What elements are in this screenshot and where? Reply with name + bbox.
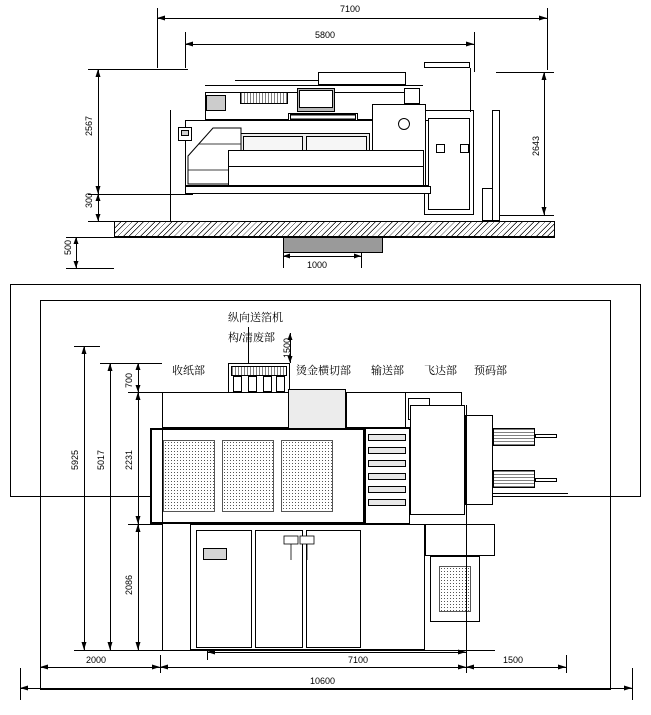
elevation-foil-rolls: [240, 92, 288, 104]
dim-arrows-7100-plan: [158, 663, 468, 672]
dim-text-10600: 10600: [310, 676, 336, 686]
dim-text-1000: 1000: [307, 260, 328, 270]
dim-arrows-5925: [80, 344, 89, 652]
dim-text-5800: 5800: [315, 30, 336, 40]
dim-text-2000: 2000: [86, 655, 107, 665]
dim-text-5925: 5925: [70, 449, 80, 470]
foundation-pit-block: [283, 237, 383, 253]
plan-precode-rollers-lower: [493, 470, 535, 488]
elevation-lower-skirt: [228, 150, 424, 186]
dim-ext-5017-top: [100, 363, 130, 364]
elevation-left-control-screen: [181, 130, 189, 136]
dim-arrows-2086: [134, 522, 143, 652]
elevation-right-top-bar: [424, 62, 470, 68]
elevation-operator-panel: [206, 95, 226, 111]
plan-main-body-mesh-1: [163, 440, 215, 512]
elevation-left-ref-line: [170, 110, 171, 221]
foundation-slab: [114, 221, 555, 237]
elevation-right-handle-2: [460, 144, 469, 153]
elevation-transfer-wheel: [398, 118, 410, 130]
plan-guide-right: [466, 405, 467, 650]
plan-foil-feeder-shaft-3: [263, 376, 272, 392]
dim-arrows-7100: [155, 14, 549, 23]
elevation-right-column: [492, 110, 500, 221]
dim-text-7100-top: 7100: [340, 4, 361, 14]
dim-text-7100-plan: 7100: [348, 655, 369, 665]
leader-line-feeder: [248, 327, 249, 363]
plan-upper-housing-center: [288, 389, 346, 429]
plan-guide-bottom: [150, 650, 495, 651]
plan-transfer-bar-4: [368, 473, 406, 480]
label-precode-unit: 预码部: [474, 365, 507, 377]
elevation-top-rail-1: [205, 85, 423, 86]
elevation-roller-row-stripes: [290, 114, 356, 120]
ground-line-right: [383, 237, 555, 238]
plan-lower-right-strip: [425, 524, 495, 556]
elevation-display-bezel: [299, 90, 333, 108]
plan-right-extension-line: [493, 493, 568, 494]
elevation-right-post: [470, 68, 471, 112]
plan-main-body-mesh-2: [222, 440, 274, 512]
label-flyer-unit: 飞达部: [424, 365, 457, 377]
dim-arrows-2567: [94, 67, 103, 196]
label-waste-unit: 构/清废部: [228, 332, 276, 344]
plan-transfer-bar-1: [368, 434, 406, 441]
dim-text-1500-right: 1500: [503, 655, 524, 665]
dim-text-2643: 2643: [531, 135, 541, 156]
plan-foil-feeder-shaft-2: [248, 376, 257, 392]
dim-text-2086: 2086: [124, 574, 134, 595]
plan-main-body-mesh-3: [281, 440, 333, 512]
label-delivery-unit: 收纸部: [172, 365, 205, 377]
dim-ext-2567-top: [88, 69, 188, 70]
plan-transfer-bar-3: [368, 460, 406, 467]
plan-foil-feeder-rolls: [231, 366, 287, 376]
dim-arrows-2231: [134, 390, 143, 526]
dim-arrows-300: [94, 192, 103, 223]
plan-foil-feeder-shaft-1: [233, 376, 242, 392]
dim-text-700: 700: [124, 372, 134, 388]
plan-precode-arm-2: [535, 478, 557, 482]
plan-foil-feeder-shaft-4: [276, 376, 285, 392]
elevation-transfer-small-box: [404, 88, 420, 104]
dim-ext-5017-bottom: [100, 650, 130, 651]
dim-text-1500: 1500: [282, 337, 292, 358]
elevation-top-cover: [318, 72, 406, 85]
dim-text-2231: 2231: [124, 449, 134, 470]
plan-transfer-bar-2: [368, 447, 406, 454]
label-feeder-unit: 纵向送箔机: [228, 312, 283, 324]
dim-arrows-500: [72, 235, 81, 270]
plan-precode-rollers-upper: [493, 428, 535, 446]
dim-arrows-5017: [106, 361, 115, 652]
elevation-skirt-line: [228, 166, 424, 167]
elevation-right-door-panel: [428, 118, 470, 210]
plan-transfer-bar-6: [368, 499, 406, 506]
plan-platform-control: [203, 548, 227, 560]
dim-arrows-2643: [540, 70, 549, 217]
plan-upper-housing-right: [346, 392, 406, 428]
dim-text-500: 500: [63, 239, 73, 255]
dim-text-2567: 2567: [84, 115, 94, 136]
dim-arrows-5800: [183, 40, 476, 49]
elevation-right-handle-1: [436, 144, 445, 153]
elevation-base-plinth: [185, 186, 431, 194]
dim-ext-line-5800-left: [185, 32, 186, 68]
plan-guide-left: [162, 428, 163, 650]
plan-precode-section: [465, 415, 493, 505]
dim-text-5017: 5017: [96, 449, 106, 470]
dim-text-300: 300: [84, 192, 94, 208]
plan-platform-stairs: [282, 534, 328, 562]
label-foil-diecut-unit: 烫金横切部: [296, 365, 351, 377]
label-transfer-unit: 输送部: [371, 365, 404, 377]
dim-ext-line-5800-right: [474, 32, 475, 72]
plan-precode-arm: [535, 434, 557, 438]
plan-transfer-bar-5: [368, 486, 406, 493]
ground-line-left: [114, 237, 283, 238]
plan-flyer-section: [410, 405, 465, 515]
